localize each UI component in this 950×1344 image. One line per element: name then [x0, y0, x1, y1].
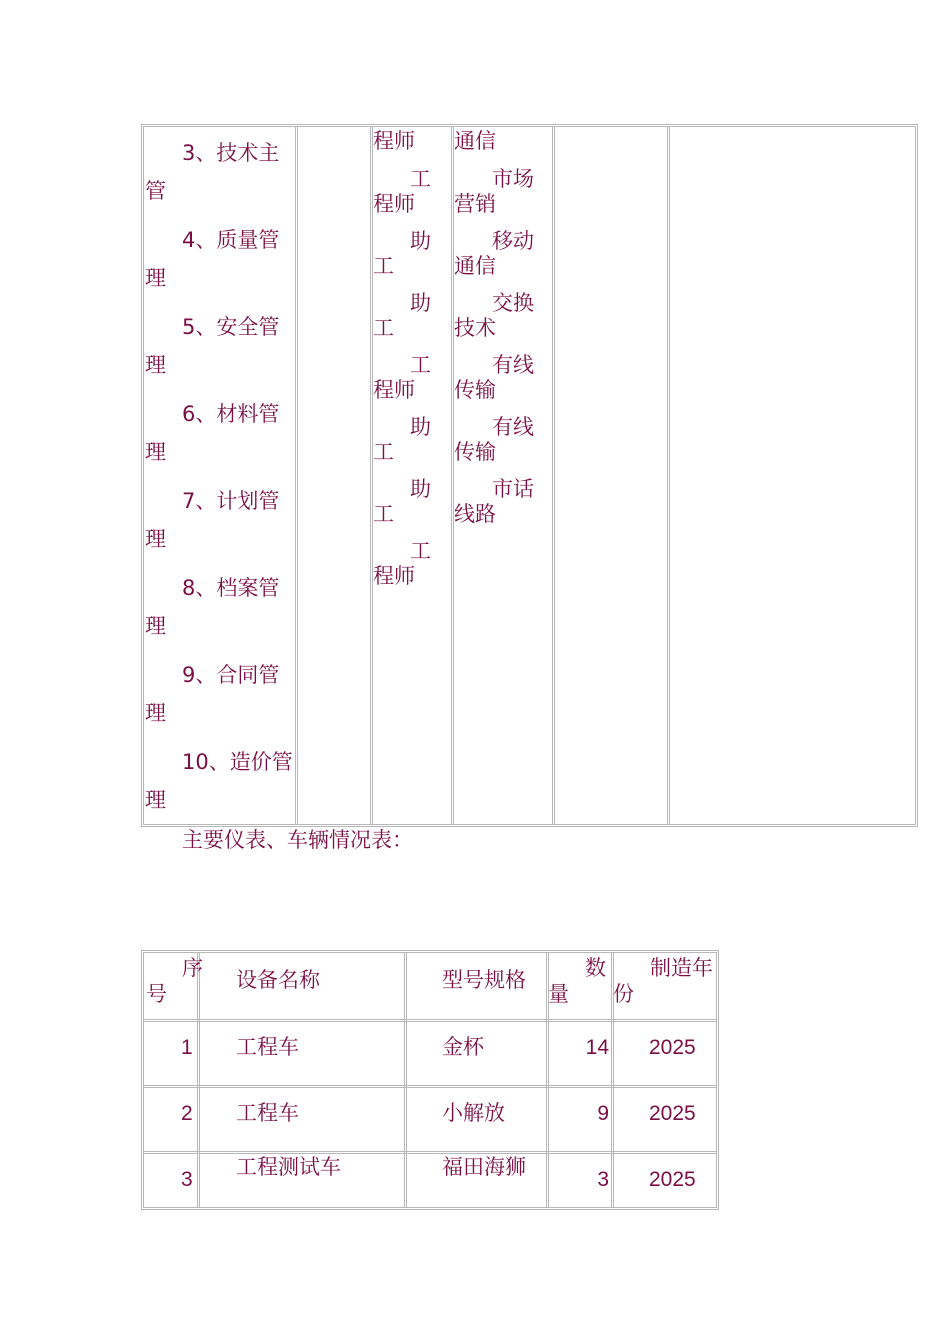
major-part-b: 传输	[454, 440, 496, 464]
duty-number: 7、计划管	[182, 489, 280, 513]
duty-continuation: 理	[145, 701, 166, 725]
major-part-b: 营销	[454, 192, 496, 216]
row-name: 工程车	[236, 1035, 299, 1059]
row-qty: 3	[597, 1168, 609, 1191]
duty-continuation: 理	[145, 353, 166, 377]
column-divider	[370, 127, 373, 824]
column-divider	[295, 127, 298, 824]
major-part-b: 通信	[454, 254, 496, 278]
column-divider	[667, 127, 670, 824]
header-qty-b: 量	[548, 982, 569, 1006]
row-divider	[144, 1151, 716, 1154]
major-part-b: 线路	[454, 502, 496, 526]
duty-continuation: 理	[145, 614, 166, 638]
title-part-a: 助	[410, 477, 431, 501]
row-name: 工程车	[236, 1101, 299, 1125]
row-year: 2025	[649, 1168, 696, 1191]
column-divider	[451, 127, 454, 824]
major-part-a: 市话	[492, 477, 534, 501]
row-divider	[144, 1019, 716, 1022]
row-model: 福田海狮	[442, 1155, 526, 1179]
duty-continuation: 理	[145, 788, 166, 812]
duty-continuation: 理	[145, 266, 166, 290]
duty-number: 5、安全管	[182, 315, 280, 339]
major-part-a: 移动	[492, 229, 534, 253]
column-divider	[404, 953, 407, 1207]
row-qty: 9	[597, 1102, 609, 1125]
header-seq-b: 号	[146, 982, 167, 1006]
row-year: 2025	[649, 1036, 696, 1059]
row-divider	[144, 1085, 716, 1088]
major-part-a: 有线	[492, 353, 534, 377]
title-cell-top: 程师	[373, 129, 415, 153]
row-name: 工程测试车	[236, 1155, 341, 1179]
duty-continuation: 理	[145, 527, 166, 551]
section-caption: 主要仪表、车辆情况表：	[182, 828, 413, 852]
row-qty: 14	[585, 1036, 609, 1059]
title-part-b: 程师	[373, 378, 415, 402]
title-part-a: 助	[410, 291, 431, 315]
major-part-b: 技术	[454, 316, 496, 340]
title-part-a: 工	[410, 167, 431, 191]
row-seq: 2	[181, 1102, 193, 1125]
duty-number: 4、质量管	[182, 228, 280, 252]
header-name: 设备名称	[236, 968, 320, 992]
duty-number: 8、档案管	[182, 576, 280, 600]
duty-number: 10、造价管	[182, 750, 293, 774]
row-year: 2025	[649, 1102, 696, 1125]
major-part-b: 传输	[454, 378, 496, 402]
title-part-b: 工	[373, 254, 394, 278]
duty-continuation: 理	[145, 440, 166, 464]
title-part-b: 工	[373, 316, 394, 340]
header-qty-a: 数	[585, 956, 606, 980]
major-cell-top: 通信	[454, 129, 496, 153]
duty-number: 9、合同管	[182, 663, 280, 687]
header-year-b: 份	[613, 982, 634, 1006]
title-part-b: 工	[373, 440, 394, 464]
header-model: 型号规格	[442, 968, 526, 992]
duty-number: 6、材料管	[182, 402, 280, 426]
column-divider	[197, 953, 200, 1207]
title-part-a: 助	[410, 415, 431, 439]
title-part-a: 助	[410, 229, 431, 253]
duty-number: 3、技术主	[182, 141, 280, 165]
title-part-a: 工	[410, 353, 431, 377]
row-seq: 1	[181, 1036, 193, 1059]
row-model: 金杯	[442, 1035, 484, 1059]
column-divider	[552, 127, 555, 824]
title-part-a: 工	[410, 539, 431, 563]
header-seq-a: 序	[182, 956, 203, 980]
major-part-a: 有线	[492, 415, 534, 439]
row-seq: 3	[181, 1168, 193, 1191]
title-part-b: 程师	[373, 192, 415, 216]
duty-continuation: 管	[145, 179, 166, 203]
header-year-a: 制造年	[650, 956, 713, 980]
major-part-a: 交换	[492, 291, 534, 315]
row-model: 小解放	[442, 1101, 505, 1125]
title-part-b: 程师	[373, 564, 415, 588]
major-part-a: 市场	[492, 167, 534, 191]
title-part-b: 工	[373, 502, 394, 526]
